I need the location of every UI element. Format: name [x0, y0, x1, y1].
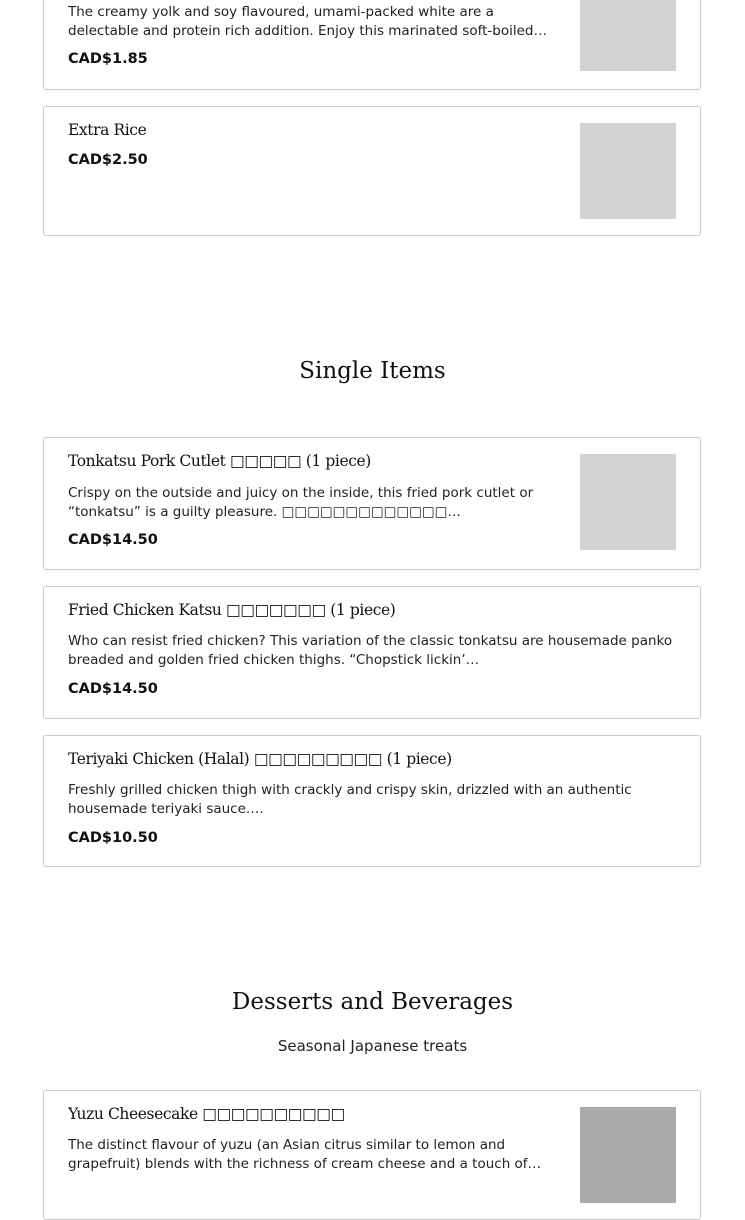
menu-item-title: Tonkatsu Pork Cutlet □□□□□ (1 piece) — [68, 452, 371, 470]
menu-item-price: CAD$1.85 — [68, 51, 148, 67]
menu-item-card-egg[interactable] — [43, 0, 701, 90]
menu-item-image — [580, 123, 676, 219]
menu-item-card-yuzu-cheesecake[interactable] — [43, 1090, 701, 1220]
menu-item-description: The creamy yolk and soy flavoured, umami-packed white are a delectable and protein rich addition. Enjoy this marinated soft-boiled… — [68, 4, 547, 39]
menu-item-title: Yuzu Cheesecake □□□□□□□□□□ — [68, 1105, 345, 1123]
menu-item-card-chicken-katsu[interactable] — [43, 586, 701, 719]
menu-item-description: Crispy on the outside and juicy on the inside, this fried pork cutlet or “tonkatsu” is a guilty pleasure. □□□□□□□□□□□□□ — [68, 485, 534, 520]
section-title-desserts-beverages: Desserts and Beverages — [231, 989, 514, 1015]
menu-item-description: The distinct flavour of yuzu (an Asian citrus similar to lemon and grapefruit) blends with the richness of cream cheese and a touch of… — [68, 1137, 542, 1172]
section-title-single-items: Single Items — [299, 358, 446, 384]
menu-item-price: CAD$14.50 — [68, 681, 158, 697]
menu-item-title: Teriyaki Chicken (Halal) □□□□□□□□□ (1 piece) — [68, 750, 452, 768]
menu-item-price: CAD$2.50 — [68, 152, 148, 168]
menu-item-title: Extra Rice — [68, 121, 147, 139]
menu-item-price: CAD$10.50 — [68, 830, 158, 846]
menu-item-card-tonkatsu[interactable] — [43, 437, 701, 570]
menu-item-description: Freshly grilled chicken thigh with crackly and crispy skin, drizzled with an authentic housemade teriyaki sauce. — [68, 782, 632, 817]
menu-item-image — [580, 1107, 676, 1203]
menu-item-price: CAD$14.50 — [68, 532, 158, 548]
menu-item-image — [580, 454, 676, 550]
menu-item-image — [580, 0, 676, 71]
menu-item-title: Fried Chicken Katsu □□□□□□□ (1 piece) — [68, 601, 396, 619]
menu-item-card-teriyaki-chicken[interactable] — [43, 735, 701, 867]
menu-item-card-extra-rice[interactable] — [43, 106, 701, 236]
section-subtitle: Seasonal Japanese treats — [277, 1037, 468, 1055]
menu-item-description: Who can resist fried chicken? This variation of the classic tonkatsu are housemade panko breaded and golden fried chicken thighs. “Chopstick lickin’ — [68, 633, 673, 668]
